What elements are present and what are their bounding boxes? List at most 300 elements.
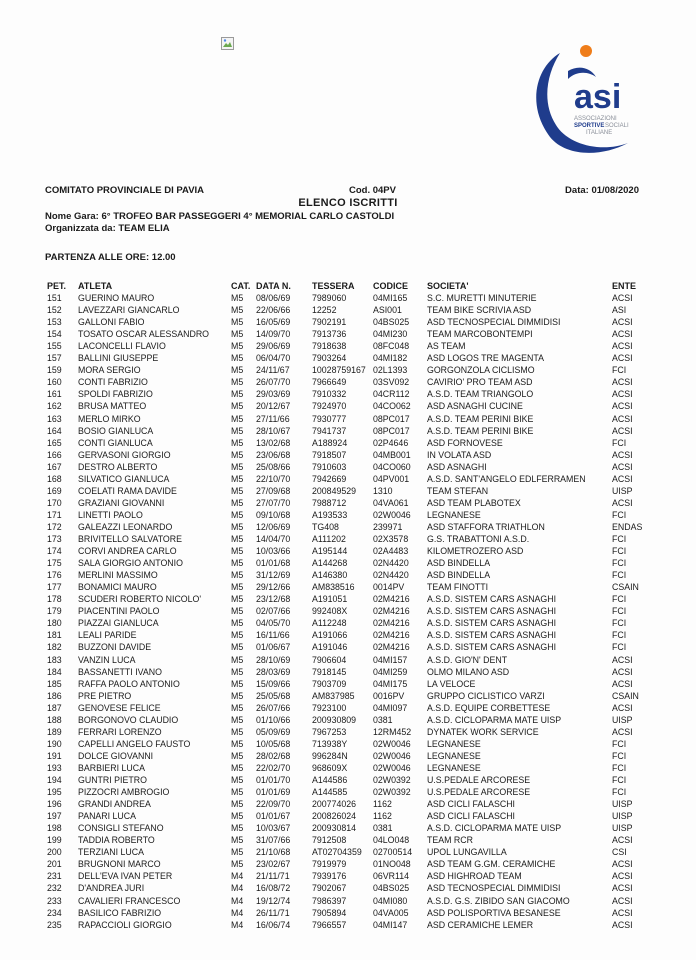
cell-ente: ACSI (612, 895, 633, 906)
cell-atleta: COELATI RAMA DAVIDE (78, 485, 177, 496)
cell-societa: ASD CICLI FALASCHI (427, 811, 515, 822)
cell-societa: A.S.D. TEAM TRIANGOLO (427, 389, 534, 400)
cell-atleta: PIACENTINI PAOLO (78, 606, 160, 617)
cell-cat: M5 (231, 762, 244, 773)
table-row (45, 871, 645, 883)
cell-ente: ACSI (612, 461, 633, 472)
cell-data-nascita: 21/10/68 (256, 847, 291, 858)
cell-societa: GRUPPO CICLISTICO VARZI (427, 690, 545, 701)
svg-text:ASSOCIAZIONI: ASSOCIAZIONI (574, 116, 617, 122)
cell-data-nascita: 23/12/68 (256, 594, 291, 605)
cell-data-nascita: 22/02/70 (256, 762, 291, 773)
cell-pet: 176 (47, 570, 62, 581)
cell-data-nascita: 16/06/74 (256, 919, 291, 930)
table-row (45, 317, 645, 329)
svg-text:asi: asi (574, 78, 622, 116)
cell-data-nascita: 22/10/70 (256, 473, 291, 484)
table-row (45, 498, 645, 510)
cell-codice: 1162 (373, 799, 392, 810)
cell-tessera: 7988712 (312, 497, 347, 508)
cell-societa: LEGNANESE (427, 762, 481, 773)
cell-pet: 183 (47, 654, 62, 665)
cell-pet: 175 (47, 558, 62, 569)
cell-atleta: SALA GIORGIO ANTONIO (78, 558, 183, 569)
svg-text:SOCIALI: SOCIALI (605, 123, 629, 129)
table-row (45, 377, 645, 389)
table-row (45, 920, 645, 932)
cell-ente: ACSI (612, 401, 633, 412)
cell-pet: 194 (47, 775, 62, 785)
cell-tessera: 10028759167 (312, 365, 366, 376)
cell-tessera: 7905894 (312, 907, 347, 918)
cell-codice: 04MI175 (373, 678, 408, 689)
cell-pet: 167 (47, 461, 62, 472)
cell-pet: 191 (47, 750, 62, 761)
cell-atleta: BRIVITELLO SALVATORE (78, 534, 182, 544)
cell-cat: M5 (231, 811, 244, 822)
cell-tessera: 7918638 (312, 341, 347, 352)
cell-tessera: AT02704359 (312, 847, 362, 858)
cell-tessera: A191051 (312, 594, 348, 605)
cell-cat: M5 (231, 582, 244, 593)
cell-ente: CSI (612, 847, 627, 858)
cell-pet: 198 (47, 823, 62, 834)
cell-pet: 160 (47, 377, 62, 388)
cell-data-nascita: 26/07/70 (256, 377, 291, 388)
cell-codice: 04MI230 (373, 329, 408, 340)
cell-ente: FCI (612, 750, 627, 761)
cell-cat: M5 (231, 690, 244, 701)
cell-cat: M5 (231, 642, 244, 653)
cell-data-nascita: 22/06/66 (256, 305, 291, 316)
table-row (45, 329, 645, 341)
cell-pet: 231 (47, 871, 62, 882)
cell-cat: M5 (231, 521, 244, 532)
cell-tessera: 7913736 (312, 329, 347, 340)
cell-societa: A.S.D. TEAM PERINI BIKE (427, 413, 534, 424)
cell-tessera: TG408 (312, 521, 339, 532)
cell-atleta: GUNTRI PIETRO (78, 775, 147, 785)
cell-societa: OLMO MILANO ASD (427, 666, 510, 677)
cell-tessera: 7941737 (312, 425, 347, 436)
cell-data-nascita: 01/06/67 (256, 642, 291, 653)
table-row (45, 594, 645, 606)
cell-atleta: CAVALIERI FRANCESCO (78, 895, 181, 906)
cell-cat: M5 (231, 738, 244, 749)
cell-atleta: CORVI ANDREA CARLO (78, 546, 177, 557)
cell-tessera: 7923100 (312, 702, 347, 713)
cell-societa: ASD CICLI FALASCHI (427, 799, 515, 810)
column-header-tessera: TESSERA (312, 281, 355, 291)
cell-atleta: FERRARI LORENZO (78, 726, 162, 737)
cell-codice: 02M4216 (373, 642, 410, 653)
cell-ente: ASI (612, 305, 627, 316)
cell-tessera: 7939176 (312, 871, 347, 882)
cell-societa: A.S.D. SISTEM CARS ASNAGHI (427, 642, 557, 653)
cell-ente: ACSI (612, 353, 633, 364)
cell-ente: FCI (612, 762, 627, 773)
cell-ente: ACSI (612, 497, 633, 508)
cell-pet: 166 (47, 449, 62, 460)
cell-data-nascita: 10/03/67 (256, 823, 291, 834)
cell-pet: 199 (47, 835, 62, 846)
cell-atleta: PANARI LUCA (78, 811, 137, 822)
cell-pet: 188 (47, 714, 62, 725)
cell-societa: LEGNANESE (427, 738, 481, 749)
cell-data-nascita: 06/04/70 (256, 353, 291, 364)
cell-cat: M5 (231, 859, 244, 870)
cell-codice: 08FC048 (373, 341, 410, 352)
cell-data-nascita: 01/10/66 (256, 714, 291, 725)
cell-atleta: LEALI PARIDE (78, 630, 137, 641)
cell-cat: M5 (231, 425, 244, 436)
cell-societa: ASD TECNOSPECIAL DIMMIDISI (427, 883, 561, 894)
column-header-pet: PET. (47, 281, 67, 291)
cell-data-nascita: 27/11/66 (256, 413, 290, 424)
cell-codice: 04MI182 (373, 353, 408, 364)
cell-cat: M5 (231, 847, 244, 858)
cell-atleta: GRANDI ANDREA (78, 799, 151, 810)
cell-pet: 174 (47, 546, 62, 557)
cell-tessera: 12252 (312, 305, 337, 316)
cell-data-nascita: 19/12/74 (256, 895, 291, 906)
cell-codice: 04BS025 (373, 883, 410, 894)
table-row (45, 715, 645, 727)
cell-ente: FCI (612, 509, 627, 520)
cell-data-nascita: 25/05/68 (256, 690, 291, 701)
cell-codice: 02A4483 (373, 546, 409, 557)
cell-cat: M5 (231, 654, 244, 665)
cell-pet: 201 (47, 859, 62, 870)
cell-cat: M5 (231, 823, 244, 834)
cell-cat: M5 (231, 509, 244, 520)
cell-pet: 200 (47, 847, 62, 858)
cell-societa: TEAM RCR (427, 835, 473, 846)
cell-pet: 157 (47, 353, 62, 364)
cell-pet: 184 (47, 666, 62, 677)
cell-codice: 12RM452 (373, 726, 412, 737)
cell-codice: 02W0046 (373, 762, 411, 773)
table-row (45, 522, 645, 534)
table-row (45, 908, 645, 920)
table-row (45, 630, 645, 642)
cell-data-nascita: 01/01/70 (256, 775, 291, 785)
cell-ente: UISP (612, 485, 633, 496)
cell-data-nascita: 08/06/69 (256, 293, 291, 303)
cell-data-nascita: 31/07/66 (256, 835, 291, 846)
cell-data-nascita: 29/06/69 (256, 341, 291, 352)
cell-atleta: PIZZOCRI AMBROGIO (78, 787, 170, 798)
cell-data-nascita: 01/01/68 (256, 558, 291, 569)
cell-societa: A.S.D. SISTEM CARS ASNAGHI (427, 630, 557, 641)
cell-codice: 02M4216 (373, 630, 410, 641)
cell-data-nascita: 16/11/66 (256, 630, 290, 641)
cell-ente: ACSI (612, 726, 633, 737)
cell-atleta: CONTI FABRIZIO (78, 377, 148, 388)
cell-ente: FCI (612, 606, 627, 617)
cell-ente: ACSI (612, 377, 633, 388)
cell-tessera: 7930777 (312, 413, 347, 424)
cell-data-nascita: 24/11/67 (256, 365, 290, 376)
cell-codice: 02L1393 (373, 365, 408, 376)
table-row (45, 426, 645, 438)
cell-tessera: 7910332 (312, 389, 347, 400)
cell-cat: M5 (231, 449, 244, 460)
cell-data-nascita: 25/08/66 (256, 461, 291, 472)
cell-data-nascita: 27/07/70 (256, 497, 291, 508)
cell-pet: 172 (47, 521, 62, 532)
table-row (45, 667, 645, 679)
cell-societa: TEAM STEFAN (427, 485, 489, 496)
cell-cat: M5 (231, 726, 244, 737)
cell-societa: GORGONZOLA CICLISMO (427, 365, 535, 376)
cell-cat: M5 (231, 750, 244, 761)
cell-ente: FCI (612, 570, 627, 581)
cell-tessera: 7989060 (312, 293, 347, 303)
cell-data-nascita: 13/02/68 (256, 437, 291, 448)
cell-tessera: 713938Y (312, 738, 348, 749)
cell-atleta: DESTRO ALBERTO (78, 461, 158, 472)
cell-ente: ENDAS (612, 521, 643, 532)
cell-societa: IN VOLATA ASD (427, 449, 492, 460)
cell-tessera: A195144 (312, 546, 348, 557)
cell-ente: ACSI (612, 473, 633, 484)
cell-societa: ASD ASNAGHI CUCINE (427, 401, 523, 412)
cell-pet: 161 (47, 389, 62, 400)
cell-tessera: A144268 (312, 558, 348, 569)
cell-atleta: BOSIO GIANLUCA (78, 425, 154, 436)
cell-tessera: 7986397 (312, 895, 347, 906)
cell-pet: 193 (47, 762, 62, 773)
cell-pet: 177 (47, 582, 62, 593)
cell-cat: M5 (231, 389, 244, 400)
cell-codice: 02M4216 (373, 606, 410, 617)
cell-societa: A.S.D. GIO'N' DENT (427, 654, 508, 665)
table-row (45, 691, 645, 703)
column-header-atleta: ATLETA (78, 281, 113, 291)
cell-pet: 162 (47, 401, 62, 412)
cell-atleta: BASILICO FABRIZIO (78, 907, 162, 918)
cell-ente: ACSI (612, 413, 633, 424)
cell-codice: 04MI259 (373, 666, 408, 677)
cell-atleta: TADDIA ROBERTO (78, 835, 155, 846)
cell-codice: 1162 (373, 811, 392, 822)
cell-tessera: A144585 (312, 787, 348, 798)
cell-cat: M5 (231, 799, 244, 810)
cell-data-nascita: 14/04/70 (256, 534, 291, 544)
cell-ente: ACSI (612, 835, 633, 846)
broken-image-icon (221, 37, 234, 50)
table-row (45, 546, 645, 558)
cell-tessera: 200826024 (312, 811, 357, 822)
cell-codice: 02W0046 (373, 738, 411, 749)
cell-tessera: 7966557 (312, 919, 347, 930)
cell-tessera: 996284N (312, 750, 348, 761)
cell-societa: A.S.D. CICLOPARMA MATE UISP (427, 823, 562, 834)
cell-codice: 0014PV (373, 582, 405, 593)
cell-cat: M5 (231, 606, 244, 617)
cell-atleta: D'ANDREA JURI (78, 883, 145, 894)
cell-cat: M5 (231, 305, 244, 316)
cell-codice: 02N4420 (373, 558, 409, 569)
cell-societa: ASD TEAM G.GM. CERAMICHE (427, 859, 556, 870)
cell-societa: ASD LOGOS TRE MAGENTA (427, 353, 544, 364)
cell-ente: UISP (612, 714, 633, 725)
cell-tessera: 7902067 (312, 883, 347, 894)
cell-atleta: BUZZONI DAVIDE (78, 642, 152, 653)
column-header-cat: CAT. (231, 281, 251, 291)
cell-codice: 04VA061 (373, 497, 409, 508)
cell-pet: 155 (47, 341, 62, 352)
cell-cat: M5 (231, 534, 244, 544)
cell-codice: 0381 (373, 823, 393, 834)
cell-cat: M5 (231, 413, 244, 424)
cell-ente: FCI (612, 437, 627, 448)
table-row (45, 401, 645, 413)
page-title: ELENCO ISCRITTI (298, 197, 398, 209)
asi-logo (532, 45, 642, 155)
cell-pet: 170 (47, 497, 62, 508)
cell-data-nascita: 10/05/68 (256, 738, 291, 749)
cell-cat: M5 (231, 401, 244, 412)
organizer: Organizzata da: TEAM ELIA (45, 223, 170, 234)
cell-tessera: A144586 (312, 775, 348, 785)
cell-societa: S.C. MURETTI MINUTERIE (427, 293, 537, 303)
cell-societa: TEAM BIKE SCRIVIA ASD (427, 305, 532, 316)
table-row (45, 859, 645, 871)
cell-atleta: PRE PIETRO (78, 690, 132, 701)
table-row (45, 534, 645, 546)
cell-cat: M5 (231, 546, 244, 557)
cell-atleta: DOLCE GIOVANNI (78, 750, 154, 761)
cell-atleta: SILVATICO GIANLUCA (78, 473, 170, 484)
cell-pet: 152 (47, 305, 62, 316)
cell-pet: 165 (47, 437, 62, 448)
table-row (45, 450, 645, 462)
cell-ente: ACSI (612, 389, 633, 400)
cell-tessera: 992408X (312, 606, 348, 617)
cell-codice: 04LO048 (373, 835, 410, 846)
cell-ente: ACSI (612, 871, 633, 882)
cell-tessera: 7919979 (312, 859, 347, 870)
cell-codice: 04MI147 (373, 919, 408, 930)
cell-data-nascita: 04/05/70 (256, 618, 291, 629)
table-row (45, 763, 645, 775)
cell-ente: FCI (612, 642, 627, 653)
table-row (45, 642, 645, 654)
cell-pet: 232 (47, 883, 62, 894)
cell-pet: 159 (47, 365, 62, 376)
cell-codice: ASI001 (373, 305, 402, 316)
table-row (45, 823, 645, 835)
cell-ente: ACSI (612, 449, 633, 460)
cell-tessera: AM837985 (312, 690, 355, 701)
table-row (45, 414, 645, 426)
cell-codice: 02M4216 (373, 618, 410, 629)
cell-data-nascita: 12/06/69 (256, 521, 291, 532)
cell-data-nascita: 29/12/66 (256, 582, 291, 593)
cell-atleta: RAPACCIOLI GIORGIO (78, 919, 172, 930)
cell-tessera: A188924 (312, 437, 348, 448)
cell-atleta: DELL'EVA IVAN PETER (78, 871, 173, 882)
cell-ente: FCI (612, 365, 627, 376)
cell-tessera: A112248 (312, 618, 347, 629)
cell-codice: 03SV092 (373, 377, 410, 388)
cell-atleta: GERVASONI GIORGIO (78, 449, 171, 460)
cell-atleta: VANZIN LUCA (78, 654, 136, 665)
cell-tessera: 200774026 (312, 799, 357, 810)
cell-data-nascita: 28/10/67 (256, 425, 291, 436)
cell-codice: 04MI165 (373, 293, 408, 303)
cell-cat: M4 (231, 919, 244, 930)
cell-atleta: BRUGNONI MARCO (78, 859, 161, 870)
cell-cat: M5 (231, 835, 244, 846)
table-row (45, 438, 645, 450)
cell-cat: M4 (231, 895, 244, 906)
cell-cat: M5 (231, 630, 244, 641)
cell-atleta: MERLO MIRKO (78, 413, 141, 424)
table-row (45, 751, 645, 763)
table-row (45, 389, 645, 401)
cell-tessera: 968609X (312, 762, 348, 773)
cell-cat: M5 (231, 618, 244, 629)
cell-pet: 235 (47, 919, 62, 930)
cell-societa: UPOL LUNGAVILLA (427, 847, 507, 858)
cell-codice: 01NO048 (373, 859, 411, 870)
table-row (45, 896, 645, 908)
cell-ente: FCI (612, 558, 627, 569)
cell-atleta: GUERINO MAURO (78, 293, 155, 303)
cell-societa: A.S.D. CICLOPARMA MATE UISP (427, 714, 562, 725)
cell-pet: 185 (47, 678, 62, 689)
cell-atleta: BASSANETTI IVANO (78, 666, 162, 677)
cell-pet: 163 (47, 413, 62, 424)
cell-codice: 04CO060 (373, 461, 411, 472)
cell-societa: U.S.PEDALE ARCORESE (427, 775, 531, 785)
cell-pet: 151 (47, 293, 62, 303)
table-row (45, 510, 645, 522)
cell-cat: M5 (231, 377, 244, 388)
cell-atleta: SPOLDI FABRIZIO (78, 389, 153, 400)
cell-data-nascita: 09/10/68 (256, 509, 291, 520)
cell-tessera: A193533 (312, 509, 348, 520)
cell-codice: 04CO062 (373, 401, 411, 412)
cell-pet: 169 (47, 485, 62, 496)
cell-cat: M4 (231, 907, 244, 918)
cell-atleta: BONAMICI MAURO (78, 582, 157, 593)
cell-ente: ACSI (612, 666, 633, 677)
cell-data-nascita: 15/09/66 (256, 678, 291, 689)
cell-pet: 187 (47, 702, 62, 713)
table-row (45, 305, 645, 317)
table-row (45, 618, 645, 630)
cell-atleta: GENOVESE FELICE (78, 702, 161, 713)
cell-codice: 04MI080 (373, 895, 408, 906)
cell-codice: 02W0392 (373, 787, 411, 798)
cell-atleta: CONSIGLI STEFANO (78, 823, 164, 834)
cell-data-nascita: 14/09/70 (256, 329, 291, 340)
table-row (45, 462, 645, 474)
cell-pet: 180 (47, 618, 62, 629)
cell-codice: 08PC017 (373, 413, 410, 424)
cell-ente: ACSI (612, 425, 633, 436)
cell-pet: 195 (47, 787, 62, 798)
cell-cat: M5 (231, 461, 244, 472)
cell-data-nascita: 28/03/69 (256, 666, 291, 677)
cell-ente: FCI (612, 738, 627, 749)
svg-text:ITALIANE: ITALIANE (586, 130, 613, 136)
cell-cat: M5 (231, 341, 244, 352)
